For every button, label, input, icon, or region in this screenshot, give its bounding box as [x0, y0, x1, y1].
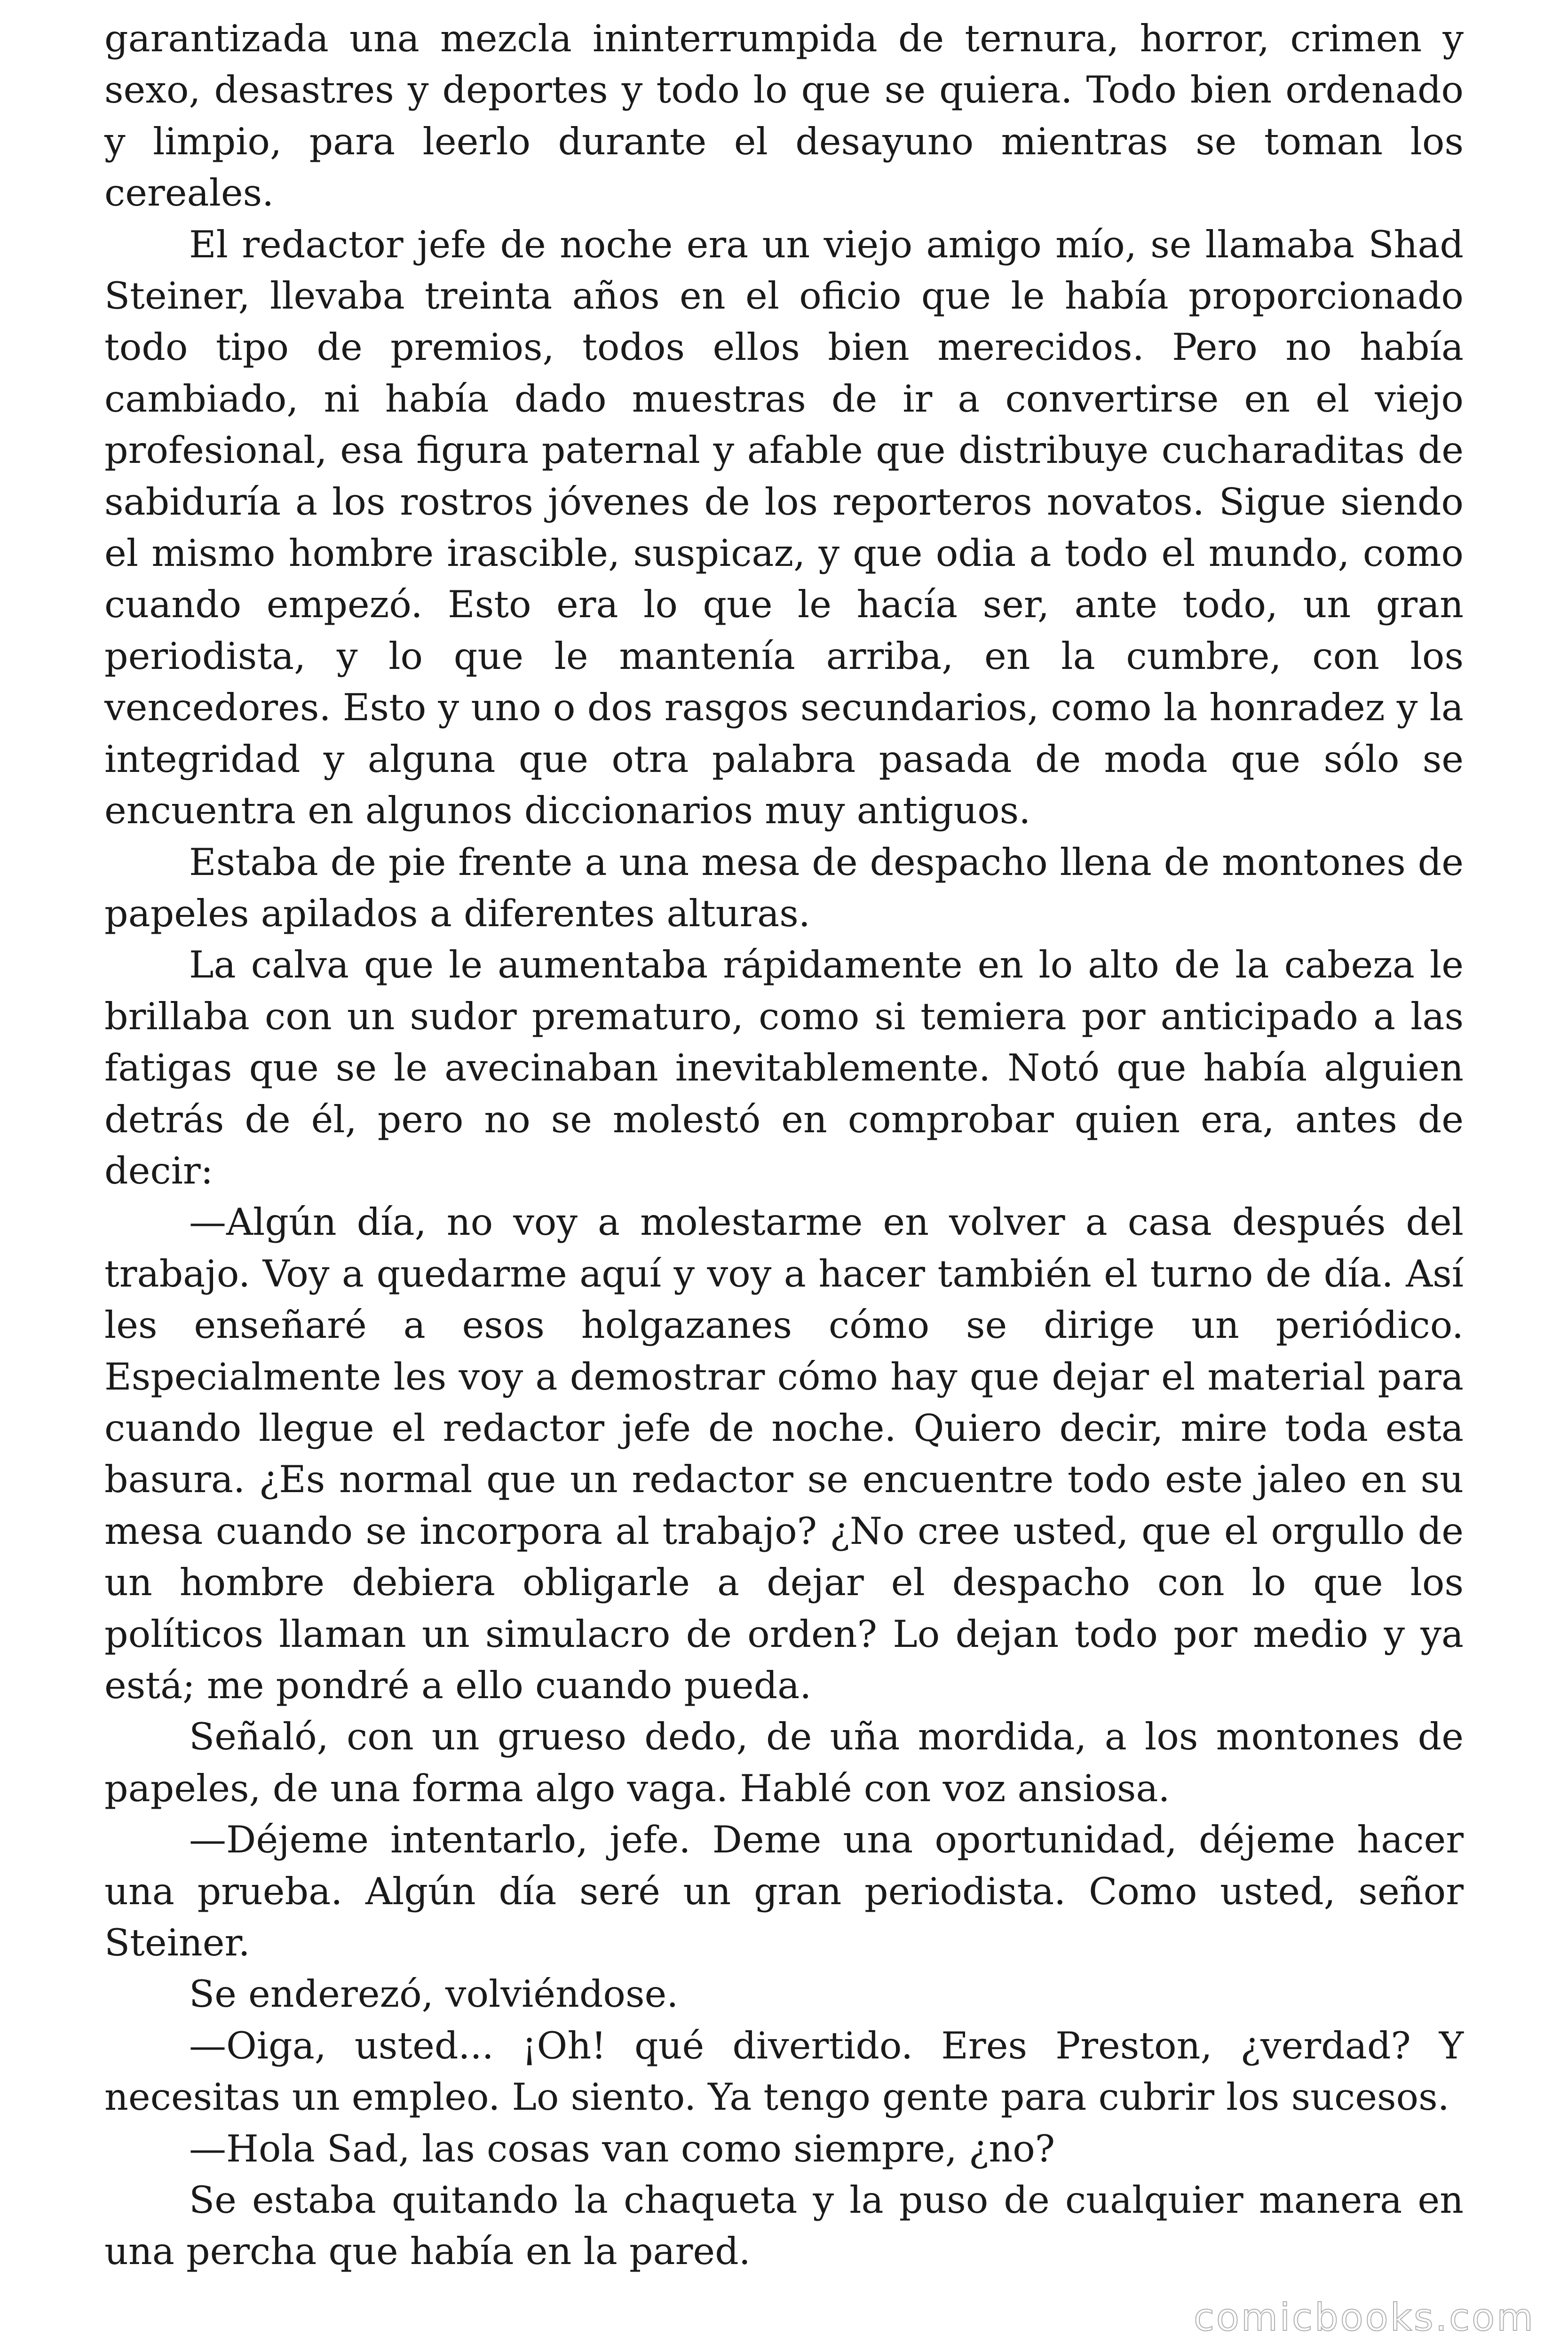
paragraph: Estaba de pie frente a una mesa de despacho llena de montones de papeles apilados a diferentes alturas. [104, 840, 1464, 935]
paragraph-continued: garantizada una mezcla ininterrumpida de ternura, horror, crimen y sexo, desastres y deportes y todo lo que se quiera. Todo bien ordenado y limpio, para leerlo durante el desayuno mientras se toman los cereales. [104, 17, 1464, 215]
book-page [104, 13, 1464, 2278]
paragraph: Se estaba quitando la chaqueta y la puso de cualquier manera en una percha que había en la pared. [104, 2178, 1464, 2273]
dialogue-paragraph: —Oiga, usted... ¡Oh! qué divertido. Eres Preston, ¿verdad? Y necesitas un empleo. Lo siento. Ya tengo gente para cubrir los sucesos. [104, 2024, 1464, 2119]
paragraph: Señaló, con un grueso dedo, de uña mordida, a los montones de papeles, de una forma algo vaga. Hablé con voz ansiosa. [104, 1715, 1464, 1810]
dialogue-paragraph: —Hola Sad, las cosas van como siempre, ¿no? [189, 2127, 1055, 2170]
dialogue-paragraph: —Algún día, no voy a molestarme en volver a casa después del trabajo. Voy a quedarme aquí y voy a hacer también el turno de día. Así les enseñaré a esos holgazanes cómo se dirige un periódico. Especialmente les voy a demostrar cómo hay que dejar el material para cuando llegue el redactor jefe de noche. Quiero decir, mire toda esta basura. ¿Es normal que un redactor se encuentre todo este jaleo en su mesa cuando se incorpora al trabajo? ¿No cree usted, que el orgullo de un hombre debiera obligarle a dejar el despacho con lo que los políticos llaman un simulacro de orden? Lo dejan todo por medio y ya está; me pondré a ello cuando pueda. [104, 1200, 1464, 1707]
watermark: comicbooks.com [1193, 2296, 1535, 2339]
paragraph: Se enderezó, volviéndose. [189, 1972, 679, 2016]
paragraph: El redactor jefe de noche era un viejo amigo mío, se llamaba Shad Steiner, llevaba treinta años en el oficio que le había proporcionado todo tipo de premios, todos ellos bien merecidos. Pero no había cambiado, ni había dado muestras de ir a convertirse en el viejo profesional, esa figura paternal y afable que distribuye cucharaditas de sabiduría a los rostros jóvenes de los reporteros novatos. Sigue siendo el mismo hombre irascible, suspicaz, y que odia a todo el mundo, como cuando empezó. Esto era lo que le hacía ser, ante todo, un gran periodista, y lo que le mantenía arriba, en la cumbre, con los vencedores. Esto y uno o dos rasgos secundarios, como la honradez y la integridad y alguna que otra palabra pasada de moda que sólo se encuentra en algunos diccionarios muy antiguos. [104, 222, 1464, 833]
paragraph: La calva que le aumentaba rápidamente en lo alto de la cabeza le brillaba con un sudor prematuro, como si temiera por anticipado a las fatigas que se le avecinaban inevitablemente. Notó que había alguien detrás de él, pero no se molestó en comprobar quien era, antes de decir: [104, 943, 1464, 1192]
dialogue-paragraph: —Déjeme intentarlo, jefe. Deme una oportunidad, déjeme hacer una prueba. Algún día seré un gran periodista. Como usted, señor Steiner. [104, 1818, 1464, 1965]
